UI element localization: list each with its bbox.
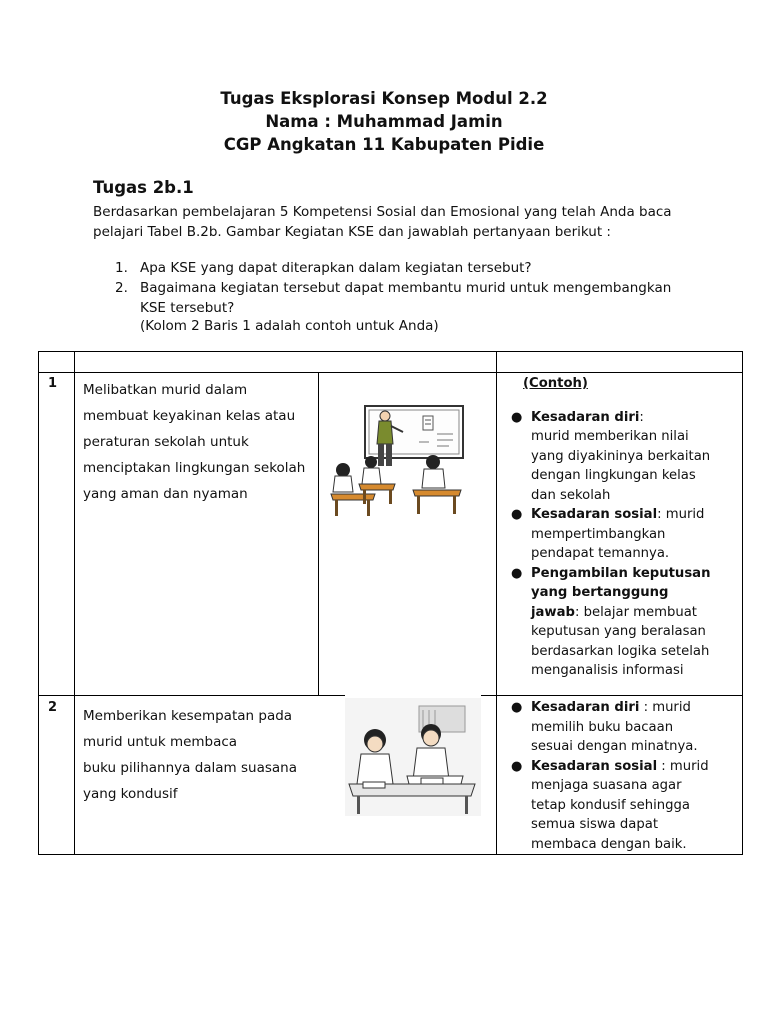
students-reading-illustration-icon: [345, 698, 481, 816]
kse-line: yang diyakininya berkaitan: [531, 448, 711, 464]
table-header-divider: [39, 372, 743, 373]
bullet-icon: ●: [511, 700, 523, 715]
col-divider: [74, 352, 75, 855]
kse-sep: :: [639, 409, 644, 425]
kse-bullet: [505, 408, 737, 506]
row-divider: [39, 695, 345, 696]
activity-line: menciptakan lingkungan sekolah: [83, 460, 306, 476]
kse-line: semua siswa dapat: [531, 817, 659, 832]
kse-line: menjaga suasana agar: [531, 778, 682, 793]
section-title: Tugas 2b.1: [93, 178, 194, 197]
activity-line: membuat keyakinan kelas atau: [83, 408, 296, 424]
bullet-icon: ●: [511, 565, 523, 581]
kse-line: tetap kondusif sehingga: [531, 797, 690, 813]
kse-label: Kesadaran sosial: [531, 507, 658, 522]
col-divider: [496, 352, 497, 372]
kse-line: dan sekolah: [531, 487, 611, 503]
kse-line: memilih buku bacaan: [531, 719, 674, 735]
question-item: [115, 258, 695, 278]
kse-bullet-list: [505, 698, 737, 854]
bullet-icon: ●: [511, 758, 523, 774]
kse-line: murid memberikan nilai: [531, 429, 689, 444]
kse-bullet-list: [505, 408, 737, 681]
kse-bullet: [505, 505, 737, 564]
question-text: Bagaimana kegiatan tersebut dapat membantu murid untuk mengembangkan KSE tersebut?: [140, 280, 672, 316]
example-note: (Kolom 2 Baris 1 adalah contoh untuk Anda): [140, 318, 439, 334]
row-number: 1: [48, 376, 58, 391]
classroom-teacher-illustration-icon: [329, 404, 467, 518]
kse-line: yang bertanggung: [531, 585, 669, 600]
table-bottom-border: [39, 854, 743, 855]
kse-label: Kesadaran diri: [531, 409, 640, 425]
activity-line: Memberikan kesempatan pada: [83, 708, 293, 724]
kse-line: dengan lingkungan kelas: [531, 468, 696, 483]
activity-line: buku pilihannya dalam suasana: [83, 760, 297, 776]
kse-line: pendapat temannya.: [531, 546, 670, 561]
activity-line: Melibatkan murid dalam: [83, 382, 248, 398]
activity-cell: [83, 377, 315, 507]
example-label: (Contoh): [523, 376, 588, 391]
question-number: 2.: [115, 280, 128, 296]
question-item: [115, 278, 695, 318]
doc-title-line2: Nama : Muhammad Jamin: [265, 112, 503, 131]
question-number: 1.: [115, 260, 128, 276]
doc-title-line3: CGP Angkatan 11 Kabupaten Pidie: [223, 135, 545, 154]
kse-label: Pengambilan keputusan: [531, 565, 711, 581]
kse-answer-cell: [505, 374, 737, 681]
kse-sep: : murid: [657, 507, 705, 522]
kse-line: berdasarkan logika setelah: [531, 643, 710, 659]
kse-sep: : murid: [639, 700, 691, 715]
intro-paragraph: Berdasarkan pembelajaran 5 Kompetensi Sosial dan Emosional yang telah Anda baca pelajari Tabel B.2b. Gambar Kegiatan KSE dan jawablah pertanyaan berikut :: [93, 204, 672, 240]
kse-line: membaca dengan baik.: [531, 836, 687, 852]
kse-answer-cell: [505, 698, 737, 854]
col-divider: [496, 372, 497, 855]
bullet-icon: ●: [511, 409, 523, 425]
table-right-border: [742, 352, 743, 855]
doc-title-line1: Tugas Eksplorasi Konsep Modul 2.2: [220, 89, 548, 108]
bullet-icon: ●: [511, 507, 523, 522]
kse-line: : belajar membuat: [574, 604, 697, 620]
activity-line: yang aman dan nyaman: [83, 486, 248, 502]
kse-bullet: [505, 564, 737, 681]
row-number: 2: [48, 700, 58, 715]
kse-line: sesuai dengan minatnya.: [531, 739, 698, 754]
kse-line: menganalisis informasi: [531, 663, 684, 678]
col-divider: [318, 372, 319, 696]
kse-line: mempertimbangkan: [531, 526, 666, 542]
activity-line: murid untuk membaca: [83, 734, 238, 750]
kse-label: Kesadaran sosial: [531, 758, 658, 774]
kse-table: [38, 351, 743, 855]
question-list: [115, 258, 695, 318]
kse-line: keputusan yang beralasan: [531, 624, 706, 639]
kse-bullet: [505, 698, 737, 757]
kse-sep: : murid: [657, 758, 709, 774]
activity-line: peraturan sekolah untuk: [83, 434, 249, 450]
kse-line: jawab: [531, 604, 575, 620]
row-divider: [481, 695, 743, 696]
kse-label: Kesadaran diri: [531, 700, 640, 715]
kse-bullet: [505, 757, 737, 855]
activity-cell: [83, 703, 315, 807]
question-text: Apa KSE yang dapat diterapkan dalam kegiatan tersebut?: [140, 260, 532, 276]
activity-line: yang kondusif: [83, 786, 178, 802]
